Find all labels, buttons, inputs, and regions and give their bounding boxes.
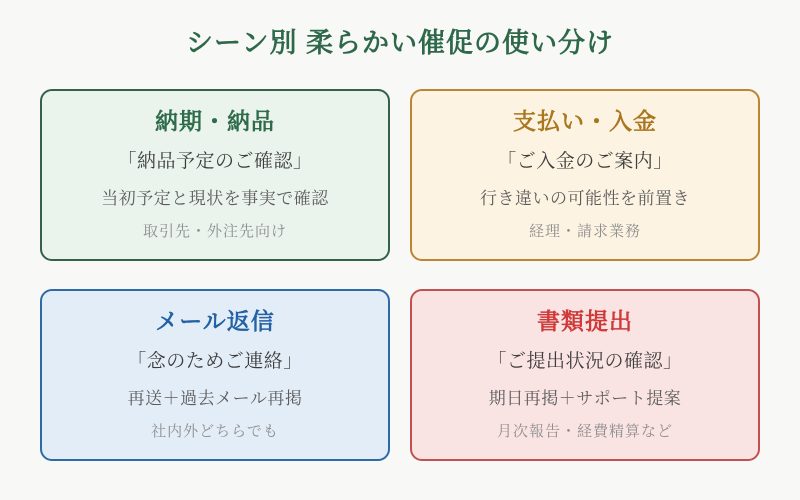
card-phrase: 「念のためご連絡」 (127, 350, 303, 372)
card-audience: 経理・請求業務 (528, 222, 641, 240)
card-audience: 月次報告・経費精算など (496, 422, 673, 440)
cards-grid (40, 89, 760, 461)
card-phrase: 「ご入金のご案内」 (497, 150, 673, 172)
page-title: シーン別 柔らかい催促の使い分け (186, 28, 614, 58)
card-audience: 取引先・外注先向け (142, 222, 287, 240)
card-email-reply (40, 289, 390, 461)
card-phrase: 「納品予定のご確認」 (117, 150, 313, 172)
card-description: 期日再掲＋サポート提案 (488, 388, 682, 408)
card-payment (410, 89, 760, 261)
card-delivery (40, 89, 390, 261)
card-title: 納期・納品 (155, 108, 275, 135)
card-title: 支払い・入金 (513, 108, 657, 135)
card-title: 書類提出 (537, 308, 633, 335)
card-description: 当初予定と現状を事実で確認 (101, 188, 329, 208)
card-description: 行き違いの可能性を前置き (480, 188, 690, 208)
card-description: 再送＋過去メール再掲 (127, 388, 303, 408)
card-phrase: 「ご提出状況の確認」 (487, 350, 683, 372)
card-audience: 社内外どちらでも (151, 422, 279, 440)
card-documents (410, 289, 760, 461)
card-title: メール返信 (155, 308, 275, 335)
